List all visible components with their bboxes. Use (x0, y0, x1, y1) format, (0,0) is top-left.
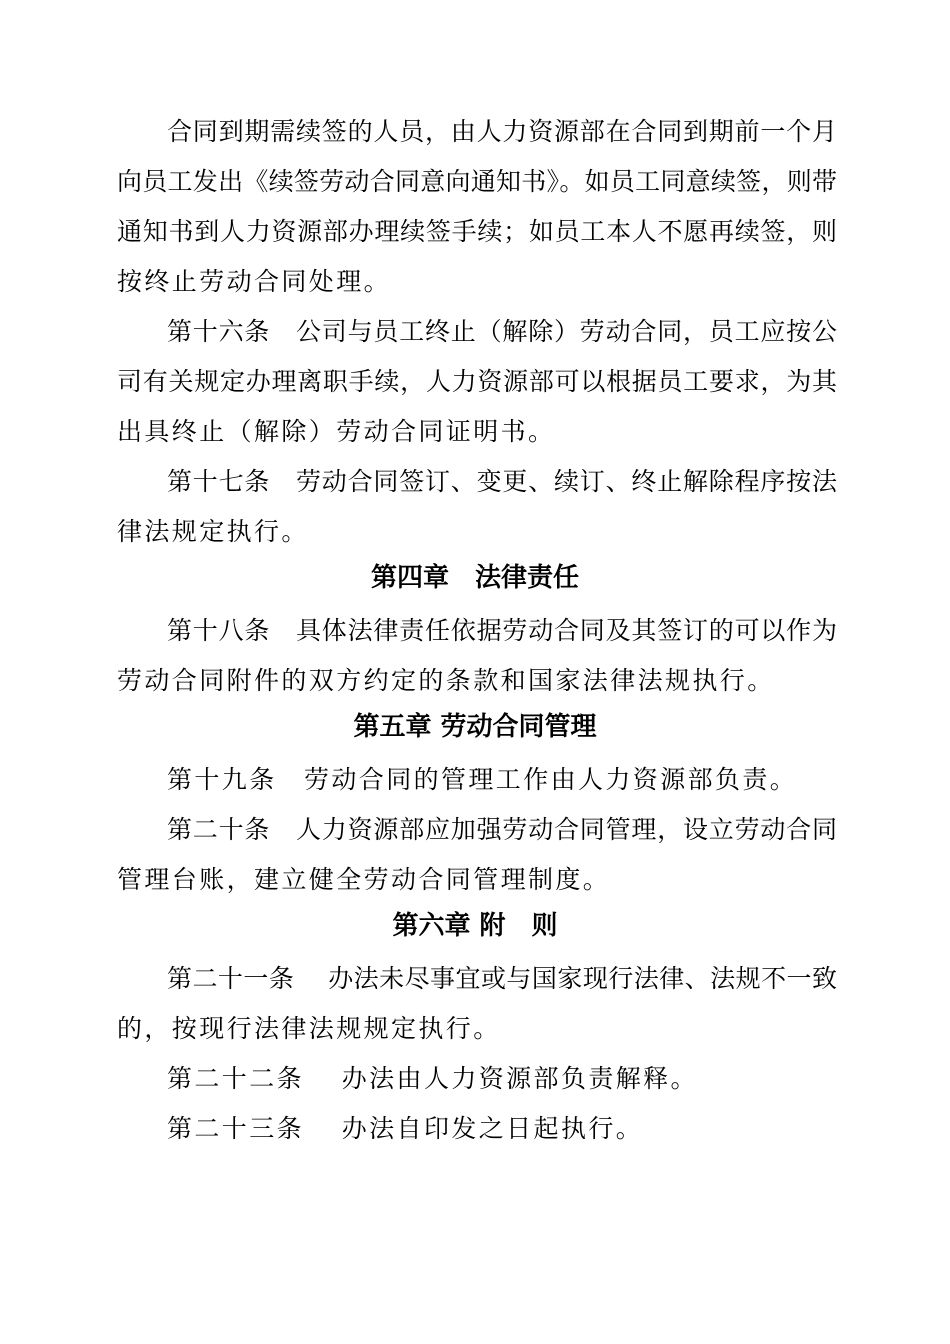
article-22-line: 第二十二条 办法由人力资源部负责解释。 (167, 1064, 698, 1093)
chapter-6-heading: 第六章 附 则 (392, 911, 558, 941)
article-21-line: 的，按现行法律法规规定执行。 (117, 1014, 501, 1043)
chapter-5-heading: 第五章 劳动合同管理 (353, 712, 597, 742)
paragraph-line: 合同到期需续签的人员，由人力资源部在合同到期前一个月 (167, 117, 837, 146)
article-16-line: 司有关规定办理离职手续，人力资源部可以根据员工要求，为其 (117, 367, 837, 396)
article-18-line: 第十八条 具体法律责任依据劳动合同及其签订的可以作为 (167, 616, 837, 645)
article-20-line: 管理台账，建立健全劳动合同管理制度。 (117, 865, 611, 894)
paragraph-line: 按终止劳动合同处理。 (117, 267, 392, 296)
chapter-4-heading: 第四章 法律责任 (370, 563, 579, 593)
article-17-line: 律法规定执行。 (117, 517, 309, 546)
article-18-line: 劳动合同附件的双方约定的条款和国家法律法规执行。 (117, 666, 775, 695)
article-20-line: 第二十条 人力资源部应加强劳动合同管理，设立劳动合同 (167, 815, 837, 844)
paragraph-line: 通知书到人力资源部办理续签手续；如员工本人不愿再续签，则 (117, 217, 837, 246)
article-16-line: 出具终止（解除）劳动合同证明书。 (117, 417, 556, 446)
article-19-line: 第十九条 劳动合同的管理工作由人力资源部负责。 (167, 765, 798, 794)
paragraph-line: 向员工发出《续签劳动合同意向通知书》。如员工同意续签，则带 (117, 167, 837, 196)
article-21-line: 第二十一条 办法未尽事宜或与国家现行法律、法规不一致 (167, 964, 837, 993)
article-23-line: 第二十三条 办法自印发之日起执行。 (167, 1114, 644, 1143)
article-16-line: 第十六条 公司与员工终止（解除）劳动合同，员工应按公 (167, 317, 837, 346)
article-17-line: 第十七条 劳动合同签订、变更、续订、终止解除程序按法 (167, 467, 837, 496)
